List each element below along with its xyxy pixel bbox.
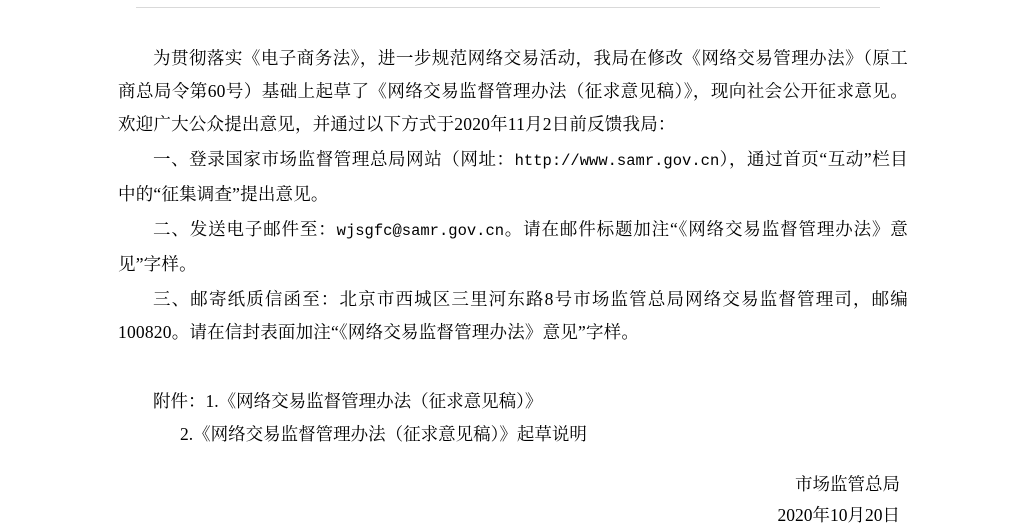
signature-issuer: 市场监管总局 xyxy=(795,474,900,494)
signature-block xyxy=(118,469,908,531)
contact-email: wjsgfc@samr.gov.cn xyxy=(336,222,505,240)
signature-date: 2020年10月20日 xyxy=(777,505,900,525)
paragraph-item-two xyxy=(118,213,908,281)
paragraph-item-one xyxy=(118,143,908,211)
attachments-label: 附件： xyxy=(153,391,206,411)
attachments-block xyxy=(118,385,908,451)
item-two-suffix: 。请在邮件标题加注“《网络交易监督管理办法》意见”字样。 xyxy=(118,219,908,274)
item-one-prefix: 一、登录国家市场监督管理总局网站（网址： xyxy=(153,149,515,169)
attachment-item-2: 2.《网络交易监督管理办法（征求意见稿）》起草说明 xyxy=(180,424,587,444)
samr-website-url: http://www.samr.gov.cn xyxy=(514,152,720,170)
document-body xyxy=(118,42,908,531)
spacer xyxy=(118,351,908,379)
paragraph-item-three: 三、邮寄纸质信函至：北京市西城区三里河东路8号市场监管总局网络交易监督管理司，邮编100820。请在信封表面加注“《网络交易监督管理办法》意见”字样。 xyxy=(118,289,908,342)
item-two-prefix: 二、发送电子邮件至： xyxy=(153,219,337,239)
item-one-suffix: ），通过首页“互动”栏目中的“征集调查”提出意见。 xyxy=(118,149,908,204)
attachment-1-text: 1.《网络交易监督管理办法（征求意见稿）》 xyxy=(205,391,543,411)
attachment-item-1 xyxy=(118,385,908,418)
header-divider xyxy=(136,7,880,8)
paragraph-intro: 为贯彻落实《电子商务法》，进一步规范网络交易活动，我局在修改《网络交易管理办法》（原工商总局令第60号）基础上起草了《网络交易监督管理办法（征求意见稿）》，现向社会公开征求意见。欢迎广大公众提出意见，并通过以下方式于2020年11月2日前反馈我局： xyxy=(118,48,908,134)
